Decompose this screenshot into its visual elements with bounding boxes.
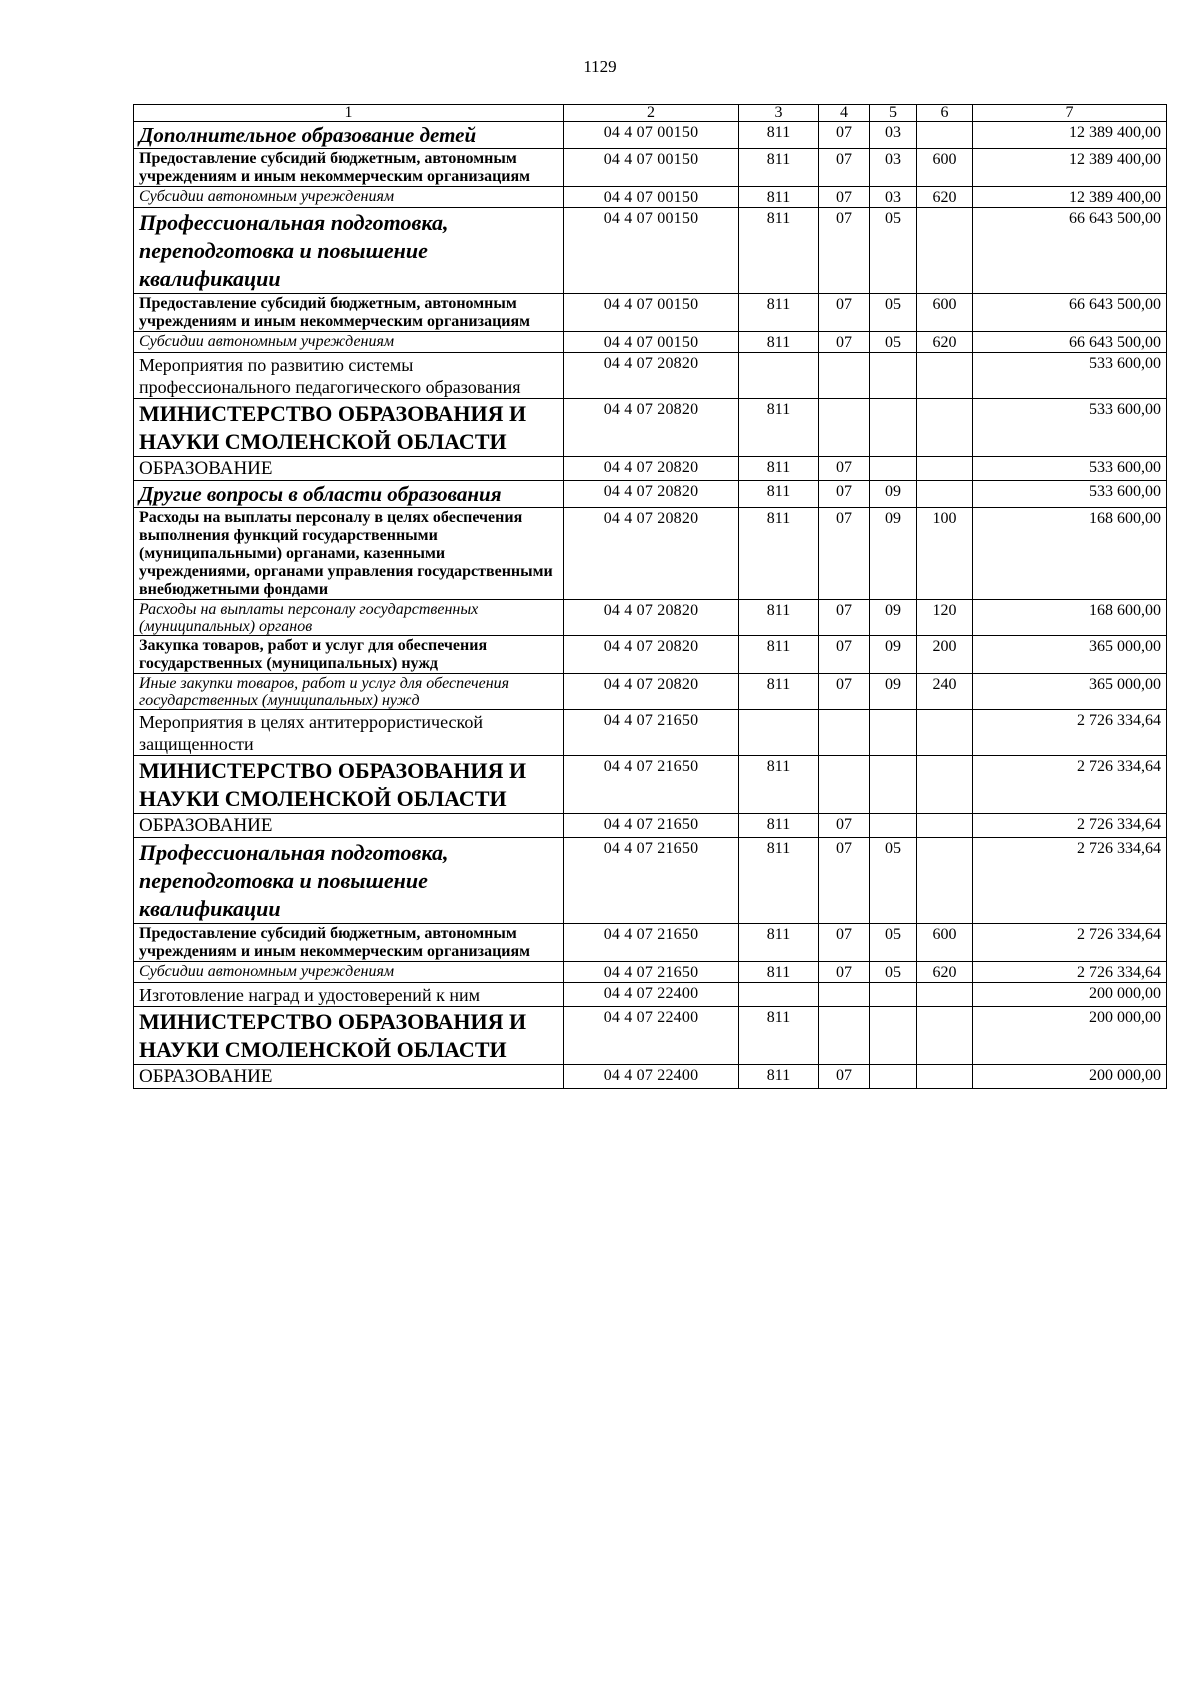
section-code-cell: 07: [819, 187, 870, 208]
admin-code-cell: 811: [739, 332, 819, 353]
subsection-code-cell: 05: [870, 962, 917, 983]
expense-name-cell: Мероприятия по развитию системы профессионального педагогического образования: [134, 353, 564, 399]
expense-name-cell: Субсидии автономным учреждениям: [134, 332, 564, 353]
table-row: [134, 983, 1167, 1007]
admin-code-cell: 811: [739, 294, 819, 332]
expense-name-cell: Субсидии автономным учреждениям: [134, 187, 564, 208]
expense-name-cell: МИНИСТЕРСТВО ОБРАЗОВАНИЯ И НАУКИ СМОЛЕНСКОЙ ОБЛАСТИ: [134, 399, 564, 457]
admin-code-cell: 811: [739, 636, 819, 674]
table-row: [134, 208, 1167, 294]
admin-code-cell: 811: [739, 457, 819, 481]
amount-cell: 66 643 500,00: [973, 332, 1167, 353]
expense-type-cell: 100: [917, 508, 973, 600]
expense-type-cell: [917, 353, 973, 399]
table-row: [134, 962, 1167, 983]
amount-cell: 2 726 334,64: [973, 710, 1167, 756]
expense-type-cell: 600: [917, 149, 973, 187]
admin-code-cell: 811: [739, 814, 819, 838]
table-row: [134, 508, 1167, 600]
target-code-cell: 04 4 07 20820: [564, 600, 739, 636]
amount-cell: 200 000,00: [973, 1065, 1167, 1089]
expense-name-cell: Профессиональная подготовка, переподготовка и повышение квалификации: [134, 208, 564, 294]
expense-name-cell: Дополнительное образование детей: [134, 122, 564, 149]
subsection-code-cell: [870, 399, 917, 457]
target-code-cell: 04 4 07 22400: [564, 1007, 739, 1065]
amount-cell: 2 726 334,64: [973, 924, 1167, 962]
admin-code-cell: 811: [739, 122, 819, 149]
expense-type-cell: [917, 481, 973, 508]
amount-cell: 533 600,00: [973, 399, 1167, 457]
target-code-cell: 04 4 07 21650: [564, 814, 739, 838]
table-row: [134, 674, 1167, 710]
target-code-cell: 04 4 07 20820: [564, 399, 739, 457]
table-row: [134, 481, 1167, 508]
section-code-cell: 07: [819, 481, 870, 508]
target-code-cell: 04 4 07 22400: [564, 1065, 739, 1089]
section-code-cell: [819, 1007, 870, 1065]
table-row: [134, 399, 1167, 457]
subsection-code-cell: 05: [870, 838, 917, 924]
subsection-code-cell: 05: [870, 924, 917, 962]
section-code-cell: 07: [819, 208, 870, 294]
amount-cell: 200 000,00: [973, 1007, 1167, 1065]
expense-type-cell: [917, 1007, 973, 1065]
admin-code-cell: 811: [739, 481, 819, 508]
admin-code-cell: [739, 353, 819, 399]
amount-cell: 168 600,00: [973, 600, 1167, 636]
admin-code-cell: 811: [739, 674, 819, 710]
subsection-code-cell: 05: [870, 332, 917, 353]
target-code-cell: 04 4 07 22400: [564, 983, 739, 1007]
table-row: [134, 924, 1167, 962]
subsection-code-cell: 03: [870, 122, 917, 149]
header-cell: 7: [973, 105, 1167, 122]
amount-cell: 2 726 334,64: [973, 756, 1167, 814]
expense-type-cell: 120: [917, 600, 973, 636]
table-row: [134, 1007, 1167, 1065]
amount-cell: 12 389 400,00: [973, 187, 1167, 208]
expense-name-cell: Изготовление наград и удостоверений к ним: [134, 983, 564, 1007]
subsection-code-cell: 09: [870, 600, 917, 636]
subsection-code-cell: [870, 710, 917, 756]
section-code-cell: 07: [819, 814, 870, 838]
target-code-cell: 04 4 07 21650: [564, 924, 739, 962]
target-code-cell: 04 4 07 20820: [564, 457, 739, 481]
expense-name-cell: ОБРАЗОВАНИЕ: [134, 814, 564, 838]
expense-type-cell: 600: [917, 924, 973, 962]
table-row: [134, 814, 1167, 838]
header-cell: 4: [819, 105, 870, 122]
expense-type-cell: 620: [917, 332, 973, 353]
section-code-cell: 07: [819, 457, 870, 481]
amount-cell: 12 389 400,00: [973, 122, 1167, 149]
target-code-cell: 04 4 07 20820: [564, 481, 739, 508]
expense-name-cell: Расходы на выплаты персоналу государственных (муниципальных) органов: [134, 600, 564, 636]
expense-type-cell: 200: [917, 636, 973, 674]
target-code-cell: 04 4 07 00150: [564, 294, 739, 332]
table-row: [134, 838, 1167, 924]
budget-table: [133, 104, 1167, 1089]
admin-code-cell: 811: [739, 1007, 819, 1065]
table-row: [134, 636, 1167, 674]
expense-type-cell: [917, 710, 973, 756]
subsection-code-cell: [870, 457, 917, 481]
amount-cell: 66 643 500,00: [973, 294, 1167, 332]
table-header-row: [134, 105, 1167, 122]
expense-name-cell: ОБРАЗОВАНИЕ: [134, 1065, 564, 1089]
target-code-cell: 04 4 07 00150: [564, 208, 739, 294]
header-cell: 2: [564, 105, 739, 122]
expense-type-cell: [917, 838, 973, 924]
section-code-cell: 07: [819, 1065, 870, 1089]
target-code-cell: 04 4 07 21650: [564, 962, 739, 983]
page-number: 1129: [583, 57, 617, 76]
amount-cell: 168 600,00: [973, 508, 1167, 600]
header-cell: 5: [870, 105, 917, 122]
amount-cell: 2 726 334,64: [973, 814, 1167, 838]
target-code-cell: 04 4 07 00150: [564, 122, 739, 149]
target-code-cell: 04 4 07 00150: [564, 149, 739, 187]
section-code-cell: 07: [819, 838, 870, 924]
target-code-cell: 04 4 07 21650: [564, 710, 739, 756]
admin-code-cell: 811: [739, 399, 819, 457]
section-code-cell: 07: [819, 508, 870, 600]
expense-name-cell: МИНИСТЕРСТВО ОБРАЗОВАНИЯ И НАУКИ СМОЛЕНСКОЙ ОБЛАСТИ: [134, 756, 564, 814]
amount-cell: 2 726 334,64: [973, 962, 1167, 983]
expense-type-cell: [917, 457, 973, 481]
header-cell: 6: [917, 105, 973, 122]
section-code-cell: [819, 353, 870, 399]
target-code-cell: 04 4 07 20820: [564, 508, 739, 600]
section-code-cell: 07: [819, 636, 870, 674]
amount-cell: 533 600,00: [973, 481, 1167, 508]
section-code-cell: 07: [819, 962, 870, 983]
section-code-cell: [819, 983, 870, 1007]
expense-type-cell: [917, 208, 973, 294]
target-code-cell: 04 4 07 00150: [564, 187, 739, 208]
target-code-cell: 04 4 07 20820: [564, 674, 739, 710]
section-code-cell: [819, 710, 870, 756]
expense-name-cell: Мероприятия в целях антитеррористической защищенности: [134, 710, 564, 756]
section-code-cell: 07: [819, 149, 870, 187]
table-row: [134, 600, 1167, 636]
expense-name-cell: Закупка товаров, работ и услуг для обеспечения государственных (муниципальных) нужд: [134, 636, 564, 674]
section-code-cell: 07: [819, 294, 870, 332]
expense-type-cell: [917, 814, 973, 838]
expense-name-cell: Предоставление субсидий бюджетным, автономным учреждениям и иным некоммерческим организациям: [134, 149, 564, 187]
header-cell: 1: [134, 105, 564, 122]
subsection-code-cell: [870, 353, 917, 399]
target-code-cell: 04 4 07 20820: [564, 353, 739, 399]
section-code-cell: 07: [819, 600, 870, 636]
table-row: [134, 353, 1167, 399]
expense-name-cell: Субсидии автономным учреждениям: [134, 962, 564, 983]
subsection-code-cell: 09: [870, 636, 917, 674]
admin-code-cell: [739, 983, 819, 1007]
amount-cell: 200 000,00: [973, 983, 1167, 1007]
table-row: [134, 149, 1167, 187]
admin-code-cell: [739, 710, 819, 756]
section-code-cell: [819, 756, 870, 814]
expense-name-cell: ОБРАЗОВАНИЕ: [134, 457, 564, 481]
subsection-code-cell: 09: [870, 674, 917, 710]
admin-code-cell: 811: [739, 208, 819, 294]
subsection-code-cell: 03: [870, 149, 917, 187]
subsection-code-cell: [870, 814, 917, 838]
amount-cell: 66 643 500,00: [973, 208, 1167, 294]
subsection-code-cell: [870, 1007, 917, 1065]
subsection-code-cell: 05: [870, 294, 917, 332]
section-code-cell: 07: [819, 122, 870, 149]
expense-type-cell: 240: [917, 674, 973, 710]
admin-code-cell: 811: [739, 149, 819, 187]
admin-code-cell: 811: [739, 187, 819, 208]
expense-name-cell: МИНИСТЕРСТВО ОБРАЗОВАНИЯ И НАУКИ СМОЛЕНСКОЙ ОБЛАСТИ: [134, 1007, 564, 1065]
expense-name-cell: Другие вопросы в области образования: [134, 481, 564, 508]
subsection-code-cell: 03: [870, 187, 917, 208]
admin-code-cell: 811: [739, 838, 819, 924]
target-code-cell: 04 4 07 00150: [564, 332, 739, 353]
expense-name-cell: Предоставление субсидий бюджетным, автономным учреждениям и иным некоммерческим организациям: [134, 294, 564, 332]
header-cell: 3: [739, 105, 819, 122]
subsection-code-cell: 05: [870, 208, 917, 294]
amount-cell: 533 600,00: [973, 457, 1167, 481]
expense-type-cell: [917, 122, 973, 149]
admin-code-cell: 811: [739, 756, 819, 814]
expense-type-cell: 620: [917, 962, 973, 983]
amount-cell: 12 389 400,00: [973, 149, 1167, 187]
subsection-code-cell: [870, 756, 917, 814]
expense-name-cell: Расходы на выплаты персоналу в целях обеспечения выполнения функций государственными (муниципальными) органами, казенными учреждениями, органами управления государственными внебюджетными фондами: [134, 508, 564, 600]
table-row: [134, 756, 1167, 814]
admin-code-cell: 811: [739, 508, 819, 600]
table-row: [134, 187, 1167, 208]
table-row: [134, 294, 1167, 332]
subsection-code-cell: 09: [870, 508, 917, 600]
section-code-cell: 07: [819, 674, 870, 710]
table-row: [134, 1065, 1167, 1089]
subsection-code-cell: 09: [870, 481, 917, 508]
amount-cell: 365 000,00: [973, 674, 1167, 710]
table-row: [134, 332, 1167, 353]
admin-code-cell: 811: [739, 600, 819, 636]
subsection-code-cell: [870, 1065, 917, 1089]
admin-code-cell: 811: [739, 962, 819, 983]
target-code-cell: 04 4 07 21650: [564, 838, 739, 924]
target-code-cell: 04 4 07 21650: [564, 756, 739, 814]
expense-type-cell: [917, 983, 973, 1007]
expense-type-cell: 620: [917, 187, 973, 208]
expense-type-cell: [917, 1065, 973, 1089]
table-row: [134, 710, 1167, 756]
section-code-cell: [819, 399, 870, 457]
expense-name-cell: Предоставление субсидий бюджетным, автономным учреждениям и иным некоммерческим организациям: [134, 924, 564, 962]
section-code-cell: 07: [819, 924, 870, 962]
target-code-cell: 04 4 07 20820: [564, 636, 739, 674]
expense-type-cell: [917, 756, 973, 814]
admin-code-cell: 811: [739, 924, 819, 962]
table-row: [134, 457, 1167, 481]
admin-code-cell: 811: [739, 1065, 819, 1089]
amount-cell: 2 726 334,64: [973, 838, 1167, 924]
expense-name-cell: Иные закупки товаров, работ и услуг для обеспечения государственных (муниципальных) нужд: [134, 674, 564, 710]
expense-type-cell: [917, 399, 973, 457]
expense-type-cell: 600: [917, 294, 973, 332]
amount-cell: 365 000,00: [973, 636, 1167, 674]
amount-cell: 533 600,00: [973, 353, 1167, 399]
expense-name-cell: Профессиональная подготовка, переподготовка и повышение квалификации: [134, 838, 564, 924]
table-row: [134, 122, 1167, 149]
subsection-code-cell: [870, 983, 917, 1007]
section-code-cell: 07: [819, 332, 870, 353]
